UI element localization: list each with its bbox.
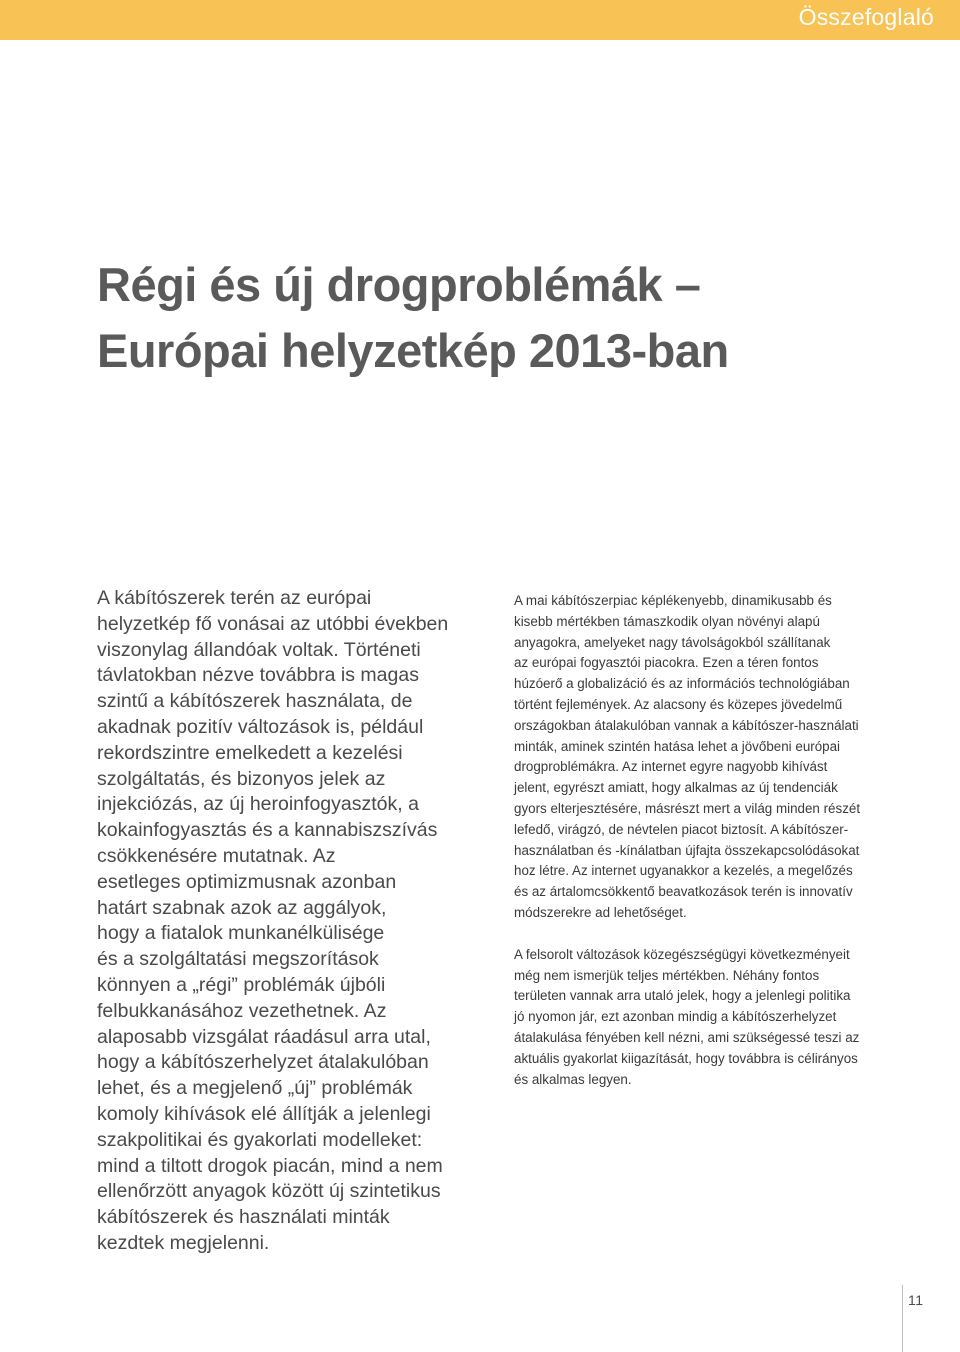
text-line: lehet, és a megjelenő „új” problémák xyxy=(97,1077,413,1100)
page-title xyxy=(97,252,729,384)
text-line: rekordszintre emelkedett a kezelési xyxy=(97,741,403,764)
text-line: jó nyomon jár, ezt azonban mindig a kábítószerhelyzet xyxy=(514,1009,837,1025)
text-line: A mai kábítószerpiac képlékenyebb, dinamikusabb és xyxy=(514,593,832,608)
text-line: anyagokra, amelyeket nagy távolságokból szállítanak xyxy=(514,634,831,650)
text-line: történt fejlemények. Az alacsony és közepes jövedelmű xyxy=(514,696,843,712)
text-line: területen vannak arra utaló jelek, hogy a jelenlegi politika xyxy=(514,988,851,1004)
text-line: kisebb mértékben támaszkodik olyan növényi alapú xyxy=(514,613,820,629)
text-line: és a szolgáltatási megszorítások xyxy=(97,948,379,971)
text-line: kokainfogyasztás és a kannabiszszívás xyxy=(97,819,438,842)
text-line: csökkenésére mutatnak. Az xyxy=(97,844,336,867)
text-line: határt szabnak azok az aggályok, xyxy=(97,896,387,919)
text-line: és alkalmas legyen. xyxy=(514,1071,632,1087)
page-number: 11 xyxy=(908,1292,924,1308)
text-line: injekciózás, az új heroinfogyasztók, a xyxy=(97,793,419,816)
text-line: jelent, egyrészt amiatt, hogy alkalmas az új tendenciák xyxy=(514,780,838,796)
text-line: távlatokban nézve továbbra is magas xyxy=(97,664,419,687)
text-line: kezdtek megjelenni. xyxy=(97,1231,270,1254)
text-line: hoz létre. Az internet ugyanakkor a kezelés, a megelőzés xyxy=(514,863,853,879)
paragraph-market-changes xyxy=(514,591,914,924)
page-title-line: Régi és új drogproblémák – xyxy=(97,258,701,311)
text-line: alaposabb vizsgálat ráadásul arra utal, xyxy=(97,1025,431,1048)
text-line: országokban átalakulóban vannak a kábítószer-használati xyxy=(514,717,859,733)
section-header-bar xyxy=(0,0,960,40)
text-line: szintű a kábítószerek használata, de xyxy=(97,690,413,713)
text-line: akadnak pozitív változások is, például xyxy=(97,715,424,738)
body-text-column xyxy=(514,591,914,1090)
text-line: komoly kihívások elé állítják a jelenlegi xyxy=(97,1102,431,1125)
footer-divider xyxy=(902,1285,903,1352)
text-line: és az ártalomcsökkentő beavatkozások terén is innovatív xyxy=(514,884,853,900)
text-line: esetleges optimizmusnak azonban xyxy=(97,870,397,893)
text-line: viszonylag állandóak voltak. Történeti xyxy=(97,638,421,661)
text-line: módszerekre ad lehetőséget. xyxy=(514,904,687,920)
text-line: lefedő, virágzó, de névtelen piacot biztosít. A kábítószer- xyxy=(514,821,849,837)
text-line: hogy a kábítószerhelyzet átalakulóban xyxy=(97,1051,429,1074)
text-line: az európai fogyasztói piacokra. Ezen a téren fontos xyxy=(514,655,819,671)
text-line: kábítószerek és használati minták xyxy=(97,1206,390,1229)
text-line: drogproblémákra. Az internet egyre nagyobb kihívást xyxy=(514,759,828,775)
page-title-line: Európai helyzetkép 2013-ban xyxy=(97,324,729,377)
text-line: helyzetkép fő vonásai az utóbbi években xyxy=(97,612,449,635)
text-line: minták, aminek szintén hatása lehet a jövőbeni európai xyxy=(514,738,841,754)
text-line: könnyen a „régi” problémák újbóli xyxy=(97,973,386,996)
text-line: A felsorolt változások közegészségügyi következményeit xyxy=(514,946,850,962)
paragraph-public-health xyxy=(514,945,914,1091)
text-line: A kábítószerek terén az európai xyxy=(97,587,372,609)
section-title: Összefoglaló xyxy=(798,4,934,30)
text-line: hogy a fiatalok munkanélkülisége xyxy=(97,922,385,945)
text-line: felbukkanásához vezethetnek. Az xyxy=(97,999,387,1022)
text-line: aktuális gyakorlat kiigazítását, hogy továbbra is célirányos xyxy=(514,1050,858,1066)
text-line: szolgáltatás, és bizonyos jelek az xyxy=(97,767,386,790)
text-line: mind a tiltott drogok piacán, mind a nem xyxy=(97,1154,443,1177)
intro-summary-text xyxy=(97,586,477,1257)
text-line: ellenőrzött anyagok között új szintetikus xyxy=(97,1180,441,1203)
text-line: még nem ismerjük teljes mértékben. Néhány fontos xyxy=(514,967,820,983)
text-line: húzóerő a globalizáció és az információs technológiában xyxy=(514,676,850,692)
text-line: használatban és -kínálatban újfajta összekapcsolódásokat xyxy=(514,842,860,858)
text-line: átalakulása fényében kell nézni, ami szükségessé teszi az xyxy=(514,1029,860,1045)
text-line: szakpolitikai és gyakorlati modelleket: xyxy=(97,1128,423,1151)
text-line: gyors elterjesztésére, másrészt mert a világ minden részét xyxy=(514,800,861,816)
